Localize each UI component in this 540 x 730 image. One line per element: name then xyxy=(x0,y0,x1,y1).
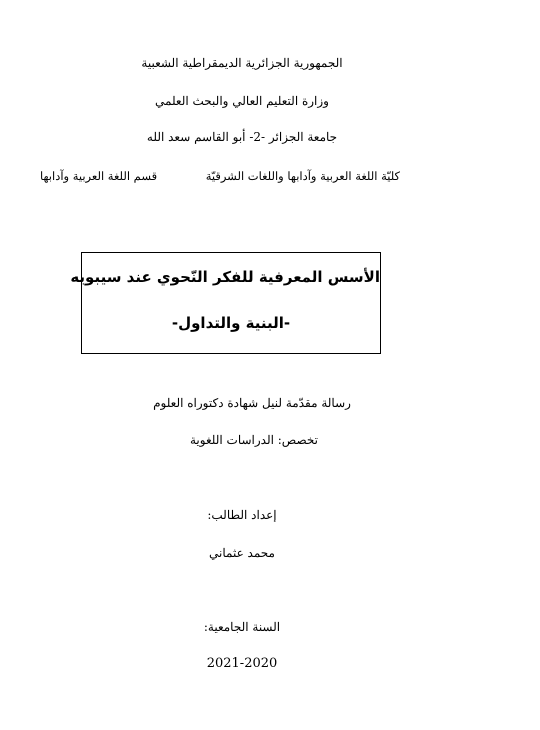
student-name: محمد عثماني xyxy=(209,546,275,560)
university-name: جامعة الجزائر -2- أبو القاسم سعد الله xyxy=(146,130,338,144)
academic-year-value: 2021-2020 xyxy=(206,656,278,671)
academic-year-label: السنة الجامعية: xyxy=(203,620,281,634)
faculty-name: كليّة اللغة العربية وآدابها واللغات الشرقيّة xyxy=(205,169,400,183)
prepared-by-label: إعداد الطالب: xyxy=(207,508,277,522)
thesis-title-box xyxy=(70,252,381,354)
degree-statement: رسالة مقدّمة لنيل شهادة دكتوراه العلوم xyxy=(153,396,351,410)
republic-name: الجمهورية الجزائرية الديمقراطية الشعبية xyxy=(141,56,343,70)
department-name: قسم اللغة العربية وآدابها xyxy=(40,169,158,183)
specialty-statement: تخصص: الدراسات اللغوية xyxy=(189,433,318,447)
thesis-subtitle: -البنية والتداول- xyxy=(171,314,291,332)
ministry-name: وزارة التعليم العالي والبحث العلمي xyxy=(155,94,329,108)
thesis-title: الأسس المعرفية للفكر النّحوي عند سيبويه xyxy=(70,268,380,286)
